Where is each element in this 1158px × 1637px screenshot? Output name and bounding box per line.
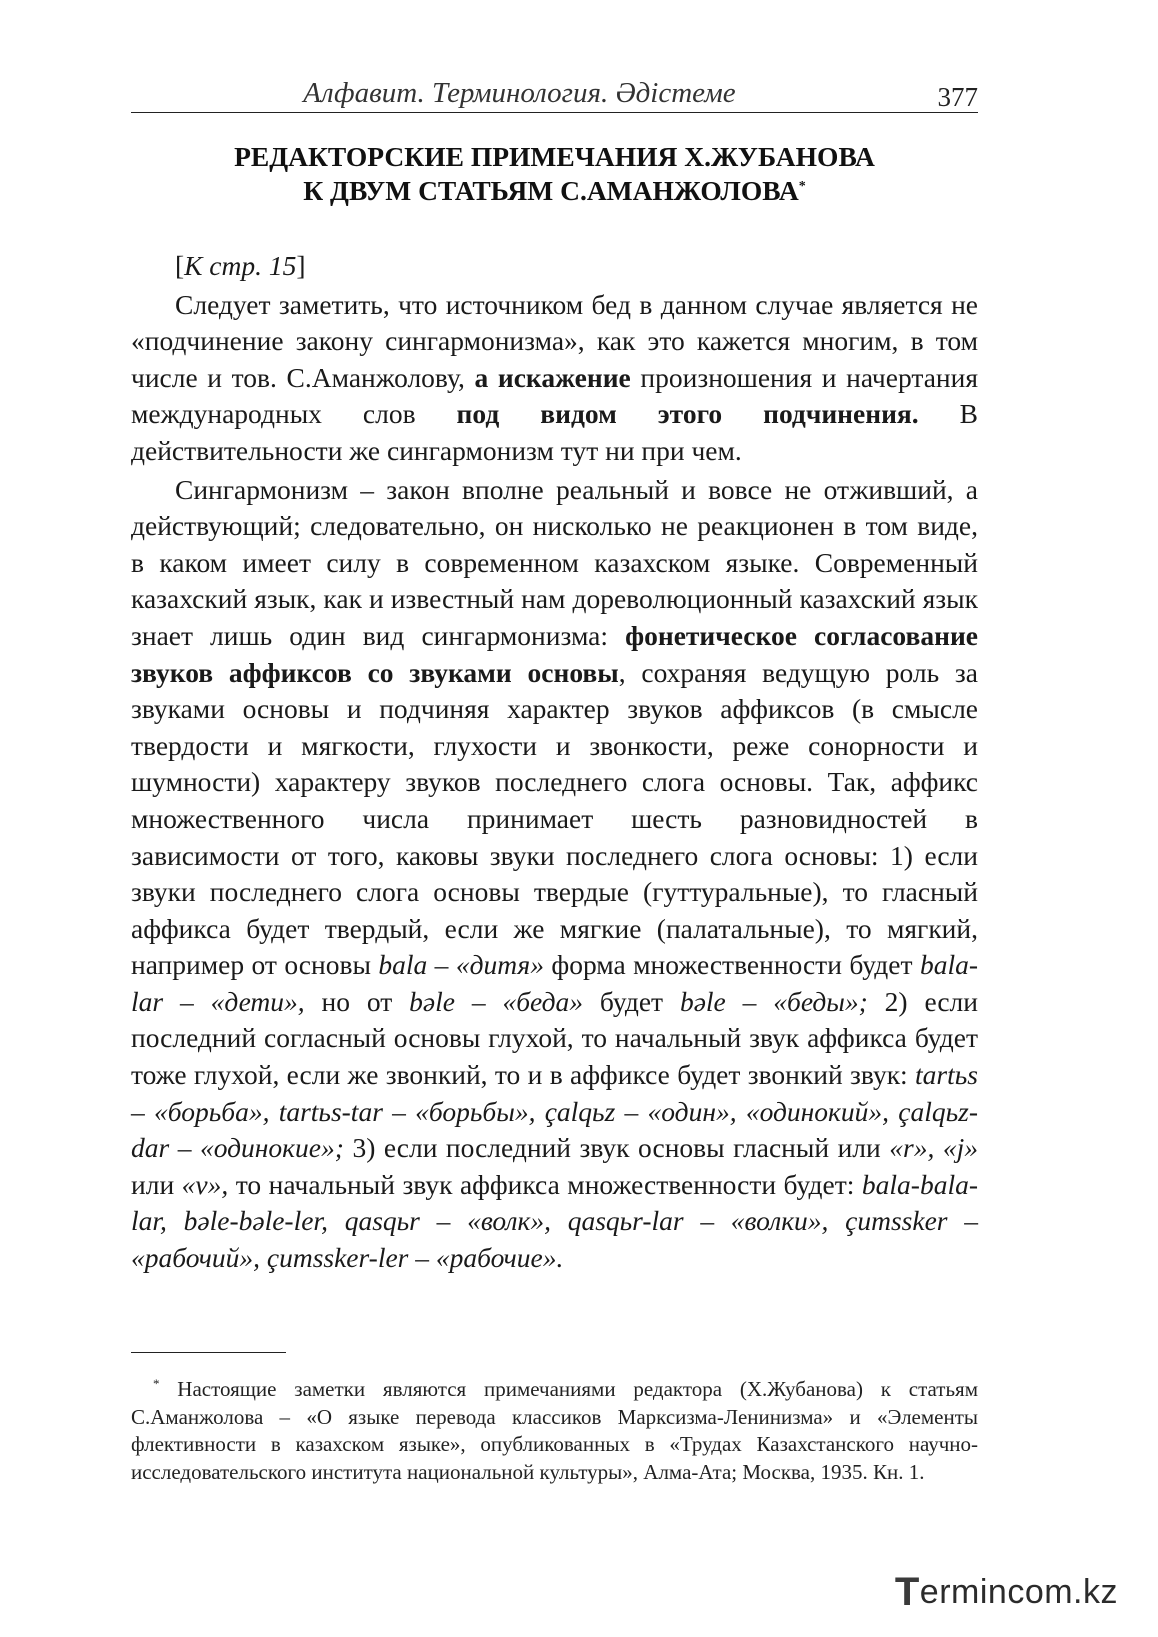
paragraph-2: Сингармонизм – закон вполне реальный и вовсе не отживший, а действующий; следовательно, он нисколько не реакционен в том виде, в каком имеет силу в современном казахском языке. Современный казахский язык, как и известный нам дореволюционный казахский язык знает лишь один вид сингармонизма: фонетическое согласование звуков аффиксов со звуками основы, сохраняя ведущую роль за звуками основы и подчиняя характер звуков аффиксов (в смысле твердости и мягкости, глухости и звонкости, реже сонорности и шумности) характеру звуков последнего слога основы. Так, аффикс множественного числа принимает шесть разновидностей в зависимости от того, каковы звуки последнего слога основы: 1) если звуки последнего слога основы твердые (гуттуральные), то гласный аффикса будет твердый, если же мягкие (палатальные), то мягкий, например от основы bala – «дитя» форма множественности будет bala-lar – «дети», но от bəle – «беда» будет bəle – «беды»; 2) если последний согласный основы глухой, то начальный звук аффикса будет тоже глухой, если же звонкий, то и в аффиксе будет звонкий звук: tartьs – «борьба», tartьs-tar – «борьбы», çalqьz – «один», «одинокий», çalqьz-dar – «одинокие»; 3) если последний звук основы гласный или «r», «j» или «v», то начальный звук аффикса множественности будет: bala-bala-lar, bəle-bəle-ler, qasqьr – «волк», qasqьr-lar – «волки», çumssker – «рабочий», çumssker-ler – «рабочие». bbox=[131, 473, 979, 1274]
example-italic: bala-lar – «дети», bbox=[131, 949, 978, 1017]
page-reference-text: К стр. 15 bbox=[184, 250, 297, 281]
article-title bbox=[131, 140, 978, 208]
page-reference: [К стр. 15] bbox=[175, 250, 306, 281]
example-italic: «r», «j» bbox=[889, 1132, 979, 1164]
title-line-1: РЕДАКТОРСКИЕ ПРИМЕЧАНИЯ Х.ЖУБАНОВА bbox=[234, 141, 875, 172]
running-title: Алфавит. Терминология. Әдістеме bbox=[303, 77, 736, 109]
example-italic: bala – «дитя» bbox=[378, 949, 544, 981]
example-italic: «v», bbox=[181, 1168, 229, 1200]
page-header bbox=[131, 74, 978, 113]
title-line-2-text: К ДВУМ СТАТЬЯМ С.АМАНЖОЛОВА bbox=[303, 175, 799, 206]
footnote-mark: * bbox=[153, 1376, 160, 1391]
emphasis-bold: фонетическое согласование звуков аффиксов со звуками основы bbox=[131, 619, 978, 688]
page-number: 377 bbox=[937, 82, 978, 112]
body-text bbox=[131, 248, 978, 1277]
footnote-divider bbox=[131, 1352, 286, 1353]
example-italic: bala-bala-lar, bəle-bəle-ler, qasqьr – «волк», qasqьr-lar – «волки», çumssker – «рабочий», çumssker-ler – «рабочие». bbox=[131, 1168, 978, 1274]
title-footnote-mark: * bbox=[798, 178, 806, 194]
title-line-2 bbox=[131, 174, 978, 208]
example-italic: tartьs – «борьба», tartьs-tar – «борьбы», çalqьz – «один», «одинокий», çalqьz-dar – «одинокие»; bbox=[131, 1059, 978, 1164]
example-italic: bəle – «беды»; bbox=[679, 985, 868, 1017]
termincom-watermark-logo: T ermincom.kz bbox=[894, 1570, 1118, 1614]
footnote bbox=[131, 1370, 978, 1486]
paragraph-1: Следует заметить, что источником бед в данном случае является не «подчинение закону сингармонизма», как это кажется многим, в том числе и тов. С.Аманжолову, а искажение произношения и начертания международных слов под видом этого подчинения. В действительности же сингармонизм тут ни при чем. bbox=[131, 288, 978, 466]
footnote-text: Настоящие заметки являются примечаниями редактора (Х.Жубанова) к статьям С.Аманжолова – «О языке перевода классиков Марксизма-Ленинизма» и «Элементы флективности в казахском языке», опубликованных в «Трудах Казахстанского научно-исследовательского института национальной культуры», Алма-Ата; Москва, 1935. Кн. 1. bbox=[131, 1377, 978, 1484]
example-italic: bəle – «беда» bbox=[409, 985, 583, 1017]
emphasis-bold: под видом этого подчинения. bbox=[456, 398, 919, 430]
emphasis-bold: а искажение bbox=[474, 361, 631, 393]
